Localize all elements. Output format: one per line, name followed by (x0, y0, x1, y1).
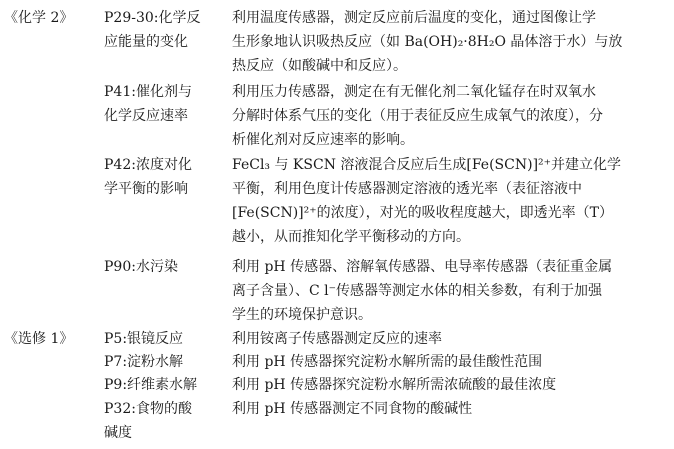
topic-line: P42:浓度对化 (104, 157, 192, 173)
description-line: 学生的环境保护意识。 (232, 307, 372, 323)
experiment-description (232, 350, 668, 374)
description-line: 平衡，利用色度计传感器测定溶液的透光率（表征溶液中 (232, 181, 582, 197)
topic-line: 碱度 (104, 425, 132, 441)
description-line: 利用 pH 传感器探究淀粉水解所需的最佳酸性范围 (232, 354, 543, 370)
experiment-description (232, 255, 668, 327)
experiment-topic (104, 373, 224, 397)
description-line: 利用压力传感器，测定在有无催化剂二氧化锰存在时双氧水 (232, 84, 596, 100)
experiment-topic (104, 397, 224, 445)
description-line: 越小，从而推知化学平衡移动的方向。 (232, 229, 470, 245)
experiment-description (232, 397, 668, 421)
experiment-topic (104, 80, 224, 128)
textbook-label: 《化学 2》 (4, 10, 74, 26)
description-line: 利用 pH 传感器探究淀粉水解所需浓硫酸的最佳浓度 (232, 377, 557, 393)
topic-line: 化学反应速率 (104, 108, 188, 124)
description-line: 分解时体系气压的变化（用于表征反应生成氧气的浓度），分 (232, 108, 603, 124)
experiment-description (232, 6, 668, 78)
experiment-description (232, 80, 668, 152)
description-line: 析催化剂对反应速率的影响。 (232, 132, 414, 148)
experiment-description (232, 327, 668, 351)
experiment-topic (104, 255, 224, 279)
experiment-description (232, 153, 668, 249)
description-line: 利用温度传感器，测定反应前后温度的变化，通过图像让学 (232, 10, 596, 26)
topic-line: P29-30:化学反 (104, 10, 201, 26)
experiment-topic (104, 6, 224, 54)
description-line: 热反应（如酸碱中和反应）。 (232, 58, 407, 74)
topic-line: 学平衡的影响 (104, 181, 188, 197)
description-line: 利用 pH 传感器、溶解氧传感器、电导率传感器（表征重金属 (232, 259, 613, 275)
topic-line: P9:纤维素水解 (104, 377, 198, 393)
topic-line: 应能量的变化 (104, 34, 188, 50)
description-line: 利用铵离子传感器测定反应的速率 (232, 331, 442, 347)
experiment-topic (104, 153, 224, 201)
description-line: 利用 pH 传感器测定不同食物的酸碱性 (232, 401, 473, 417)
description-line: 离子含量）、C l⁻传感器等测定水体的相关参数，有利于加强 (232, 283, 603, 299)
description-line: FeCl₃ 与 KSCN 溶液混合反应后生成[Fe(SCN)]²⁺并建立化学 (232, 157, 622, 173)
experiment-topic (104, 350, 224, 374)
description-line: [Fe(SCN)]²⁺的浓度），对光的吸收程度越大，即透光率（T） (232, 205, 613, 221)
topic-line: P7:淀粉水解 (104, 354, 184, 370)
experiment-topic (104, 327, 224, 351)
textbook-label: 《选修 1》 (4, 331, 74, 347)
experiment-description (232, 373, 668, 397)
topic-line: P41:催化剂与 (104, 84, 192, 100)
topic-line: P32:食物的酸 (104, 401, 192, 417)
description-line: 生形象地认识吸热反应（如 Ba(OH)₂·8H₂O 晶体溶于水）与放 (232, 34, 623, 50)
topic-line: P5:银镜反应 (104, 331, 184, 347)
topic-line: P90:水污染 (104, 259, 178, 275)
